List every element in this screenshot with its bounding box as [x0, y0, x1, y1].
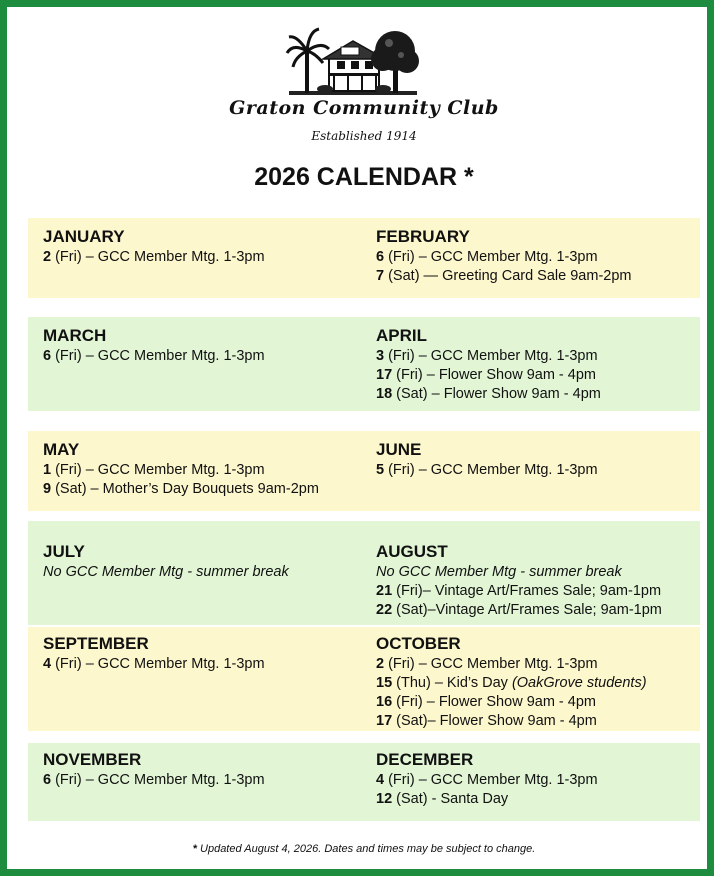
event-row: 2 (Fri) – GCC Member Mtg. 1-3pm [376, 656, 598, 672]
month-name: MARCH [43, 326, 107, 345]
event-note: No GCC Member Mtg - summer break [376, 564, 622, 580]
event-row: 6 (Fri) – GCC Member Mtg. 1-3pm [376, 249, 598, 265]
month-block-september [43, 633, 265, 674]
event-row: 15 (Thu) – Kid’s Day (OakGrove students) [376, 675, 647, 691]
band-sep-oct [28, 627, 700, 731]
band-jul-aug [28, 521, 700, 625]
event-row: 17 (Fri) – Flower Show 9am - 4pm [376, 367, 596, 383]
band-nov-dec [28, 743, 700, 821]
event-row: 17 (Sat)– Flower Show 9am - 4pm [376, 713, 597, 729]
month-name: MAY [43, 440, 80, 459]
event-row: 7 (Sat) — Greeting Card Sale 9am-2pm [376, 268, 632, 284]
month-block-october [376, 633, 647, 731]
month-block-february [376, 226, 631, 286]
month-name: OCTOBER [376, 634, 461, 653]
event-row: 2 (Fri) – GCC Member Mtg. 1-3pm [43, 249, 265, 265]
event-note: No GCC Member Mtg - summer break [43, 564, 289, 580]
month-block-december [376, 749, 598, 809]
band-jan-feb [28, 218, 700, 298]
month-name: JUNE [376, 440, 422, 459]
month-block-april [376, 325, 601, 404]
established-line: Established 1914 [311, 129, 417, 143]
event-row: 16 (Fri) – Flower Show 9am - 4pm [376, 694, 596, 710]
event-row: 12 (Sat) - Santa Day [376, 791, 509, 807]
event-row: 5 (Fri) – GCC Member Mtg. 1-3pm [376, 462, 598, 478]
event-row: 6 (Fri) – GCC Member Mtg. 1-3pm [43, 348, 265, 364]
month-block-may [43, 439, 319, 499]
event-row: 3 (Fri) – GCC Member Mtg. 1-3pm [376, 348, 598, 364]
event-row: 9 (Sat) – Mother’s Day Bouquets 9am-2pm [43, 481, 319, 497]
month-block-august [376, 541, 662, 620]
band-mar-apr [28, 317, 700, 411]
clubhouse-logo [285, 23, 421, 101]
event-row: 21 (Fri)– Vintage Art/Frames Sale; 9am-1pm [376, 583, 662, 599]
month-block-november [43, 749, 265, 790]
event-row: 22 (Sat)–Vintage Art/Frames Sale; 9am-1pm [376, 602, 662, 618]
club-name: Graton Community Club [229, 97, 499, 119]
event-row: 1 (Fri) – GCC Member Mtg. 1-3pm [43, 462, 265, 478]
band-may-jun [28, 431, 700, 511]
month-block-june [376, 439, 598, 480]
calendar-title: 2026 CALENDAR * [254, 163, 474, 191]
event-row: 18 (Sat) – Flower Show 9am - 4pm [376, 386, 601, 402]
month-name: FEBRUARY [376, 227, 470, 246]
event-row: 4 (Fri) – GCC Member Mtg. 1-3pm [376, 772, 598, 788]
month-block-march [43, 325, 265, 366]
month-name: JANUARY [43, 227, 125, 246]
month-name: APRIL [376, 326, 427, 345]
footnote: * Updated August 4, 2026. Dates and times may be subject to change. [192, 843, 536, 855]
month-name: JULY [43, 542, 85, 561]
month-block-january [43, 226, 265, 267]
event-row: 6 (Fri) – GCC Member Mtg. 1-3pm [43, 772, 265, 788]
month-name: NOVEMBER [43, 750, 142, 769]
month-name: AUGUST [376, 542, 448, 561]
event-row: 4 (Fri) – GCC Member Mtg. 1-3pm [43, 656, 265, 672]
month-block-july [43, 541, 289, 582]
month-name: DECEMBER [376, 750, 474, 769]
month-name: SEPTEMBER [43, 634, 149, 653]
